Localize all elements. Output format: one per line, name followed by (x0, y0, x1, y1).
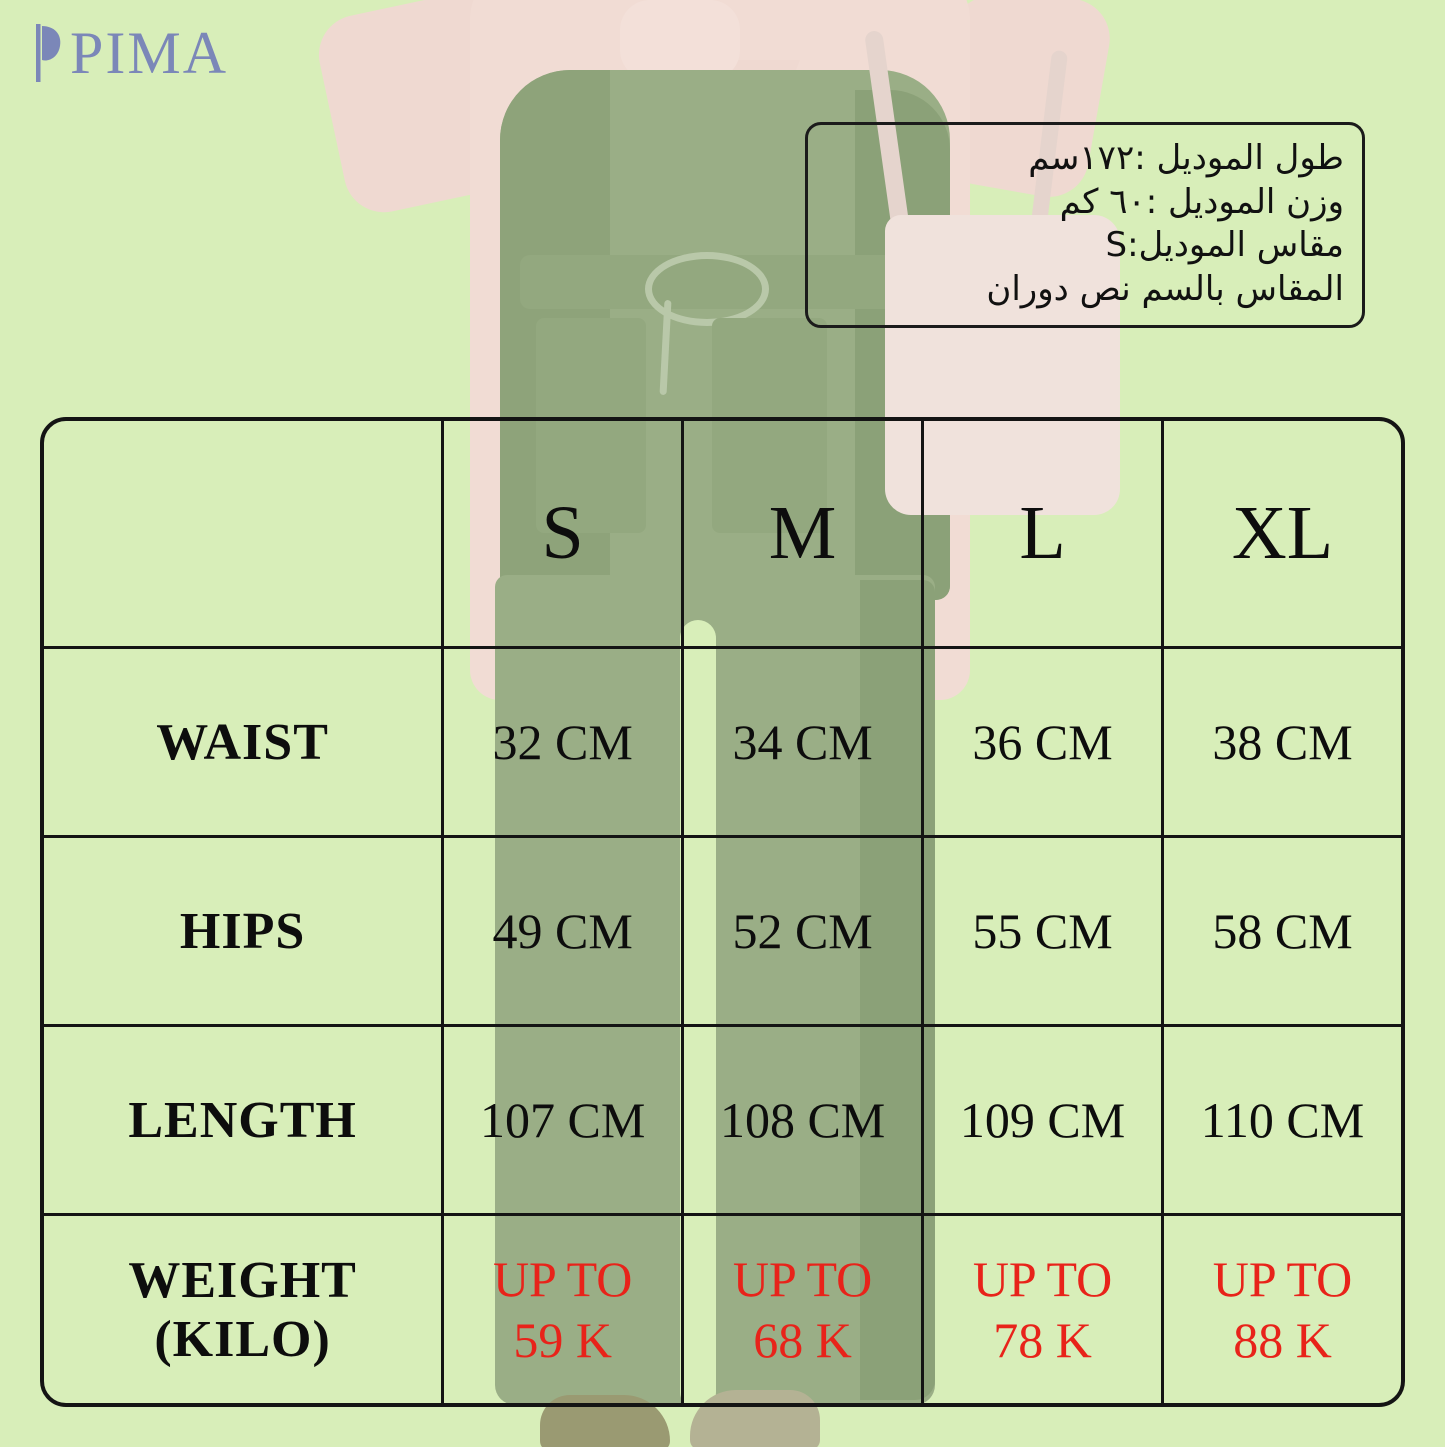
header-corner-cell (44, 421, 443, 648)
hips-l: 55 CM (923, 837, 1163, 1026)
model-height-line: طول الموديل :١٧٢سم (1028, 138, 1344, 178)
waist-xl: 38 CM (1163, 648, 1402, 837)
weight-m-prefix: UP TO (732, 1250, 873, 1307)
table-row (44, 648, 1401, 837)
size-chart (40, 417, 1405, 1407)
weight-m-value: 68 K (753, 1311, 852, 1368)
hips-m: 52 CM (683, 837, 923, 1026)
header-size-l: L (923, 421, 1163, 648)
row-label-hips: HIPS (44, 837, 443, 1026)
weight-xl-value: 88 K (1233, 1311, 1332, 1368)
waist-l: 36 CM (923, 648, 1163, 837)
table-row (44, 1026, 1401, 1215)
hips-xl: 58 CM (1163, 837, 1402, 1026)
model-info-box (805, 122, 1365, 328)
model-size-line: مقاس الموديل:S (1105, 225, 1344, 266)
size-chart-body (44, 648, 1401, 1404)
size-chart-table (44, 421, 1401, 1404)
weight-s-prefix: UP TO (492, 1250, 633, 1307)
weight-l-prefix: UP TO (972, 1250, 1113, 1307)
row-label-weight (44, 1215, 443, 1404)
length-s: 107 CM (443, 1026, 683, 1215)
weight-s (443, 1215, 683, 1404)
table-row (44, 837, 1401, 1026)
row-label-weight-main: WEIGHT (128, 1251, 357, 1309)
length-l: 109 CM (923, 1026, 1163, 1215)
header-size-s: S (443, 421, 683, 648)
row-label-weight-sub: (KILO) (154, 1310, 331, 1368)
weight-s-value: 59 K (513, 1311, 612, 1368)
weight-xl-prefix: UP TO (1212, 1250, 1353, 1307)
measurement-note-line: المقاس بالسم نص دوران (986, 268, 1344, 309)
weight-l-value: 78 K (993, 1311, 1092, 1368)
hips-s: 49 CM (443, 837, 683, 1026)
header-size-m: M (683, 421, 923, 648)
waist-m: 34 CM (683, 648, 923, 837)
row-label-length: LENGTH (44, 1026, 443, 1215)
header-size-xl: XL (1163, 421, 1402, 648)
table-row (44, 1215, 1401, 1404)
table-header-row (44, 421, 1401, 648)
weight-l (923, 1215, 1163, 1404)
length-m: 108 CM (683, 1026, 923, 1215)
row-label-waist: WAIST (44, 648, 443, 837)
model-weight-line: وزن الموديل :٦٠ كم (1059, 181, 1344, 222)
model-hand (620, 0, 740, 80)
length-xl: 110 CM (1163, 1026, 1402, 1215)
weight-m (683, 1215, 923, 1404)
waist-s: 32 CM (443, 648, 683, 837)
pima-mark-icon (36, 22, 66, 84)
weight-xl (1163, 1215, 1402, 1404)
brand-logo (36, 22, 228, 84)
brand-name: PIMA (70, 20, 229, 86)
size-chart-head (44, 421, 1401, 648)
